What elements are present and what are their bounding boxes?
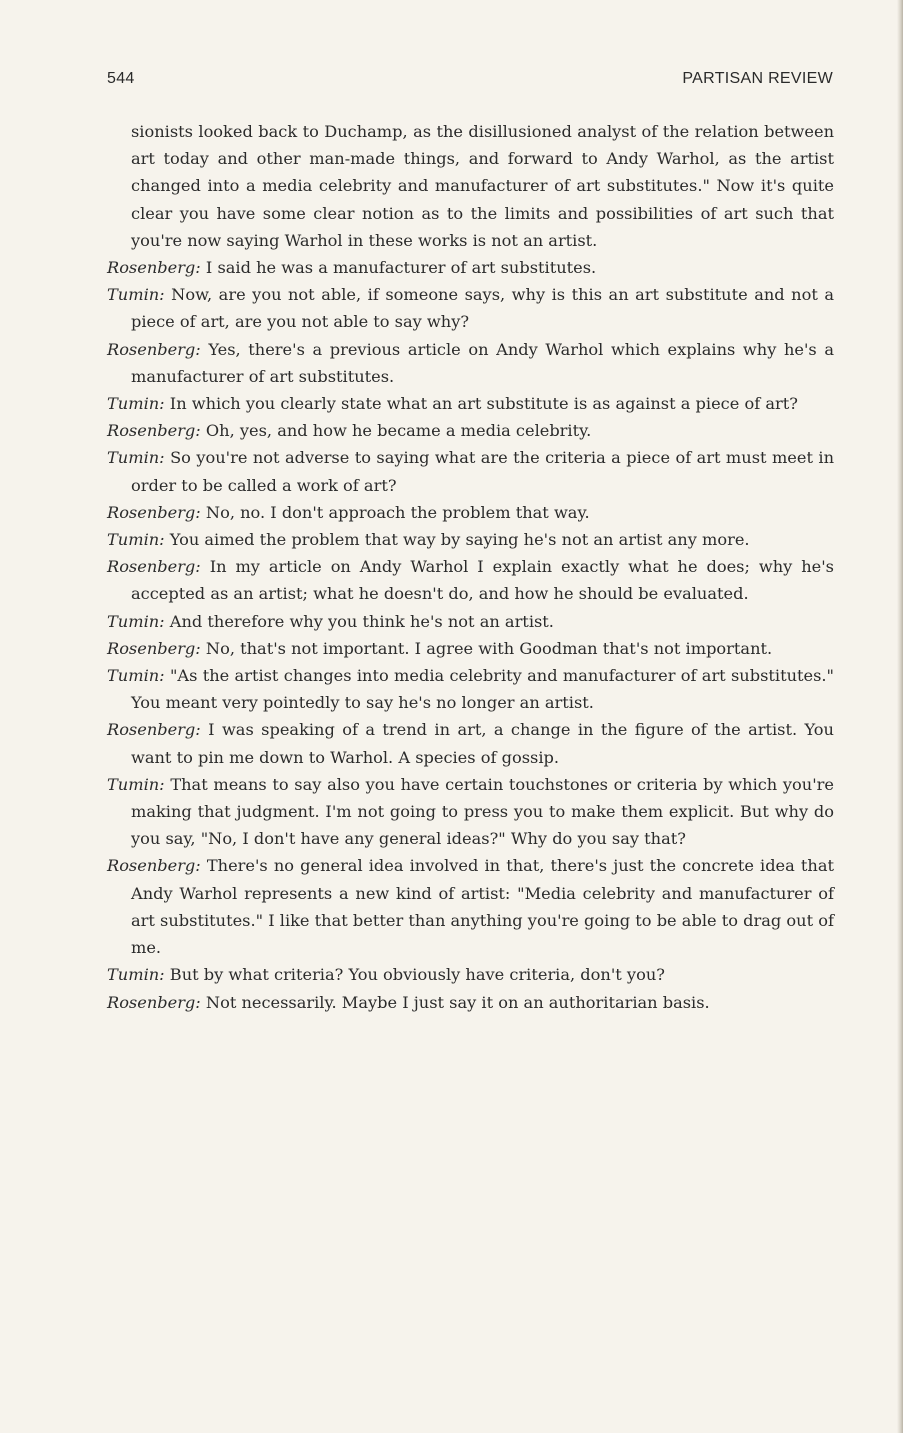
dialogue-text: That means to say also you have certain touchstones or criteria by which you're making that judgment. I'm not going to press you to make them explicit. But why do you say, "No, I don't have any general ideas?" Why do you say that? (131, 774, 834, 849)
speaker-name: Rosenberg: (107, 720, 201, 740)
speaker-name: Tumin: (107, 666, 165, 686)
page-edge (897, 0, 903, 1433)
speaker-name: Rosenberg: (107, 258, 201, 278)
speaker-name: Rosenberg: (107, 856, 201, 876)
dialogue-text: You aimed the problem that way by saying he's not an artist any more. (169, 530, 750, 550)
dialogue-text: No, that's not important. I agree with Goodman that's not important. (205, 638, 773, 658)
dialogue-turn (107, 499, 834, 526)
dialogue-text: But by what criteria? You obviously have criteria, don't you? (169, 965, 665, 985)
dialogue-turn (107, 254, 834, 281)
article-body (107, 118, 834, 1016)
dialogue-text: In my article on Andy Warhol I explain exactly what he does; why he's accepted as an artist; what he doesn't do, and how he should be evaluated. (131, 557, 834, 604)
dialogue-turn (107, 526, 834, 553)
dialogue-turn (107, 662, 834, 716)
dialogue-turn (107, 716, 834, 770)
dialogue-text: Oh, yes, and how he became a media celebrity. (205, 421, 592, 441)
dialogue-turn (107, 989, 834, 1016)
speaker-name: Tumin: (107, 394, 165, 414)
speaker-name: Tumin: (107, 611, 165, 631)
dialogue-turn (107, 771, 834, 853)
opening-paragraph: sionists looked back to Duchamp, as the disillusioned analyst of the relation between art today and other man-made things, and forward to Andy Warhol, as the artist changed into a media celebrity and manufacturer of art substitutes." Now it's quite clear you have some clear notion as to the limits and possibilities of art such that you're now saying Warhol in these works is not an artist. (131, 122, 834, 250)
dialogue-text: "As the artist changes into media celebrity and manufacturer of art substitutes." You meant very pointedly to say he's no longer an artist. (131, 666, 835, 713)
speaker-name: Tumin: (107, 285, 165, 305)
dialogue-turn (107, 281, 834, 335)
dialogue-text: Now, are you not able, if someone says, why is this an art substitute and not a piece of art, are you not able to say why? (131, 285, 834, 332)
dialogue-text: Not necessarily. Maybe I just say it on an authoritarian basis. (205, 992, 710, 1012)
dialogue-text: Yes, there's a previous article on Andy Warhol which explains why he's a manufacturer of art substitutes. (131, 339, 834, 386)
speaker-name: Rosenberg: (107, 421, 201, 441)
dialogue-text: In which you clearly state what an art substitute is as against a piece of art? (169, 394, 798, 414)
dialogue-turn (107, 390, 834, 417)
speaker-name: Tumin: (107, 530, 165, 550)
dialogue-turn (107, 608, 834, 635)
dialogue-turn (107, 417, 834, 444)
dialogue-turn (107, 852, 834, 961)
speaker-name: Tumin: (107, 965, 165, 985)
dialogue-turn (107, 336, 834, 390)
dialogue-text: I was speaking of a trend in art, a change in the figure of the artist. You want to pin me down to Warhol. A species of gossip. (131, 720, 834, 767)
dialogue-turn (107, 961, 834, 988)
dialogue-text: No, no. I don't approach the problem that way. (205, 502, 590, 522)
dialogue-text: There's no general idea involved in that, there's just the concrete idea that Andy Warhol represents a new kind of artist: "Media celebrity and manufacturer of art substitutes." I like that better than anything you're going to be able to drag out of me. (131, 856, 834, 958)
speaker-name: Rosenberg: (107, 339, 201, 359)
speaker-name: Rosenberg: (107, 638, 201, 658)
dialogue-text: I said he was a manufacturer of art substitutes. (205, 258, 597, 278)
dialogue-turn (107, 635, 834, 662)
speaker-name: Rosenberg: (107, 502, 201, 522)
running-header (107, 70, 833, 94)
speaker-name: Rosenberg: (107, 557, 201, 577)
speaker-name: Rosenberg: (107, 992, 201, 1012)
page-number: 544 (107, 70, 135, 87)
running-title: PARTISAN REVIEW (682, 70, 833, 87)
dialogue-text: And therefore why you think he's not an artist. (169, 611, 554, 631)
dialogue-turn (107, 444, 834, 498)
speaker-name: Tumin: (107, 448, 165, 468)
dialogue-turn (107, 553, 834, 607)
dialogue-text: So you're not adverse to saying what are the criteria a piece of art must meet in order to be called a work of art? (131, 448, 834, 495)
speaker-name: Tumin: (107, 774, 165, 794)
